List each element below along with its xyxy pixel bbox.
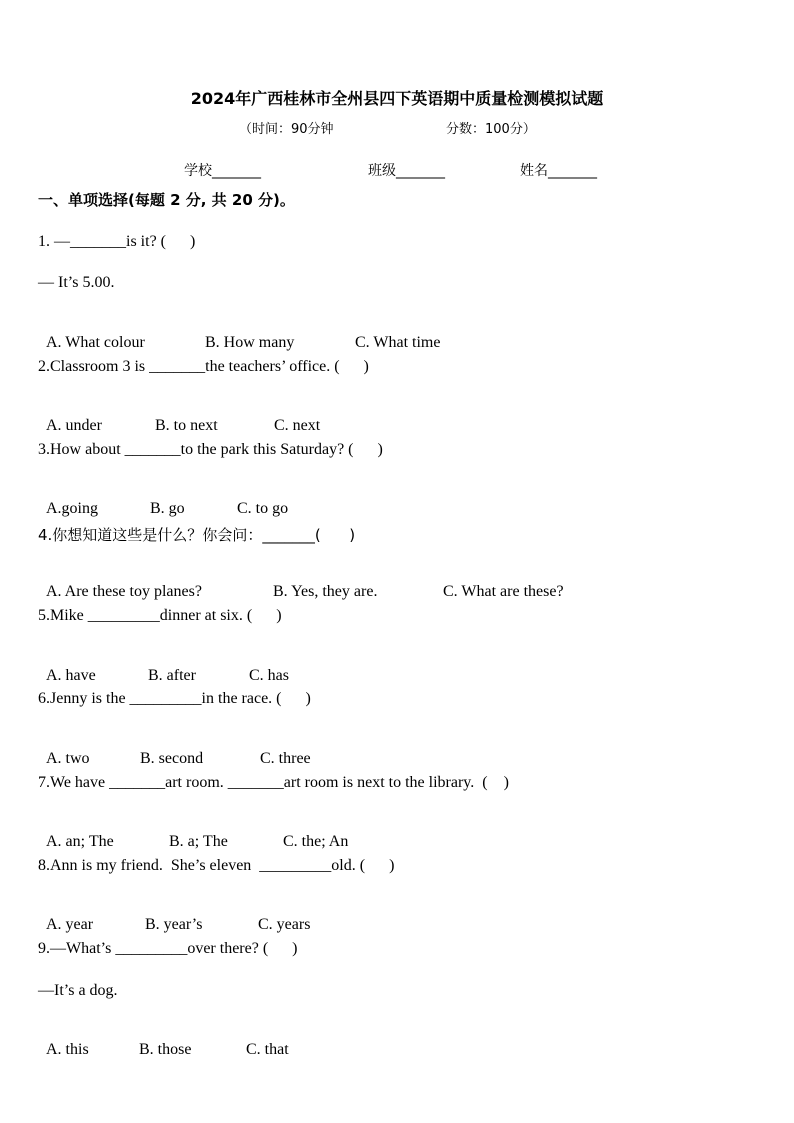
- question-8-options: [38, 898, 310, 934]
- question-7-option-c: C. the; An: [283, 833, 349, 850]
- question-1-stem: 1. —_______is it? ( ): [38, 233, 196, 250]
- question-2-stem: 2.Classroom 3 is _______the teachers’ office. ( ): [38, 358, 369, 375]
- name-field: 姓名_______: [520, 163, 597, 179]
- question-2-option-b: B. to next: [155, 417, 218, 434]
- question-4-text: 4.你想知道这些是什么？你会问：_______( ): [38, 526, 356, 544]
- question-5-option-b: B. after: [148, 667, 196, 684]
- school-field: 学校_______: [184, 163, 261, 179]
- section-heading: 一、单项选择(每题 2 分, 共 20 分)。: [38, 191, 295, 209]
- question-3-option-c: C. to go: [237, 500, 289, 517]
- question-3-option-a: A.going: [46, 500, 98, 517]
- question-8-option-a: A. year: [46, 916, 94, 933]
- question-1-options: [38, 316, 440, 352]
- question-7-option-a: A. an; The: [46, 833, 114, 850]
- question-1-answer-line: — It’s 5.00.: [38, 274, 115, 291]
- question-6-option-a: A. two: [46, 750, 90, 767]
- question-3-options: [38, 482, 288, 518]
- question-4-option-c: C. What are these?: [443, 583, 564, 600]
- question-1-option-c: C. What time: [355, 334, 441, 351]
- question-4-option-b: B. Yes, they are.: [273, 583, 378, 600]
- question-5-stem: 5.Mike _________dinner at six. ( ): [38, 607, 282, 624]
- exam-title: 2024年广西桂林市全州县四下英语期中质量检测模拟试题: [190, 89, 604, 108]
- question-7-stem: 7.We have _______art room. _______art room is next to the library. ( ): [38, 774, 509, 791]
- question-4-option-a: A. Are these toy planes?: [46, 583, 202, 600]
- exam-time: （时间：90分钟: [239, 122, 334, 137]
- question-8-stem: 8.Ann is my friend. She’s eleven _________old. ( ): [38, 857, 395, 874]
- question-3-option-b: B. go: [150, 500, 185, 517]
- question-4-options: [38, 565, 564, 601]
- question-3-stem: 3.How about _______to the park this Saturday? ( ): [38, 441, 383, 458]
- question-9-option-b: B. those: [139, 1041, 192, 1058]
- question-1-option-b: B. How many: [205, 334, 295, 351]
- question-2-options: [38, 399, 320, 435]
- question-7-option-b: B. a; The: [169, 833, 228, 850]
- question-1-option-a: A. What colour: [46, 334, 145, 351]
- question-8-option-c: C. years: [258, 916, 311, 933]
- class-field: 班级_______: [368, 163, 445, 179]
- question-5-option-a: A. have: [46, 667, 96, 684]
- question-6-stem: 6.Jenny is the _________in the race. ( ): [38, 690, 311, 707]
- question-9-stem: 9.—What’s _________over there? ( ): [38, 940, 298, 957]
- question-4-stem: [38, 524, 355, 545]
- question-9-option-c: C. that: [246, 1041, 289, 1058]
- question-2-option-c: C. next: [274, 417, 321, 434]
- question-9-answer-line: —It’s a dog.: [38, 982, 118, 999]
- question-9-option-a: A. this: [46, 1041, 89, 1058]
- question-9-options: [38, 1023, 289, 1059]
- question-6-option-c: C. three: [260, 750, 311, 767]
- question-5-options: [38, 649, 289, 685]
- question-8-option-b: B. year’s: [145, 916, 203, 933]
- question-6-option-b: B. second: [140, 750, 204, 767]
- question-5-option-c: C. has: [249, 667, 289, 684]
- question-2-option-a: A. under: [46, 417, 102, 434]
- question-6-options: [38, 732, 311, 768]
- exam-score: 分数：100分）: [446, 122, 536, 137]
- question-7-options: [38, 815, 348, 851]
